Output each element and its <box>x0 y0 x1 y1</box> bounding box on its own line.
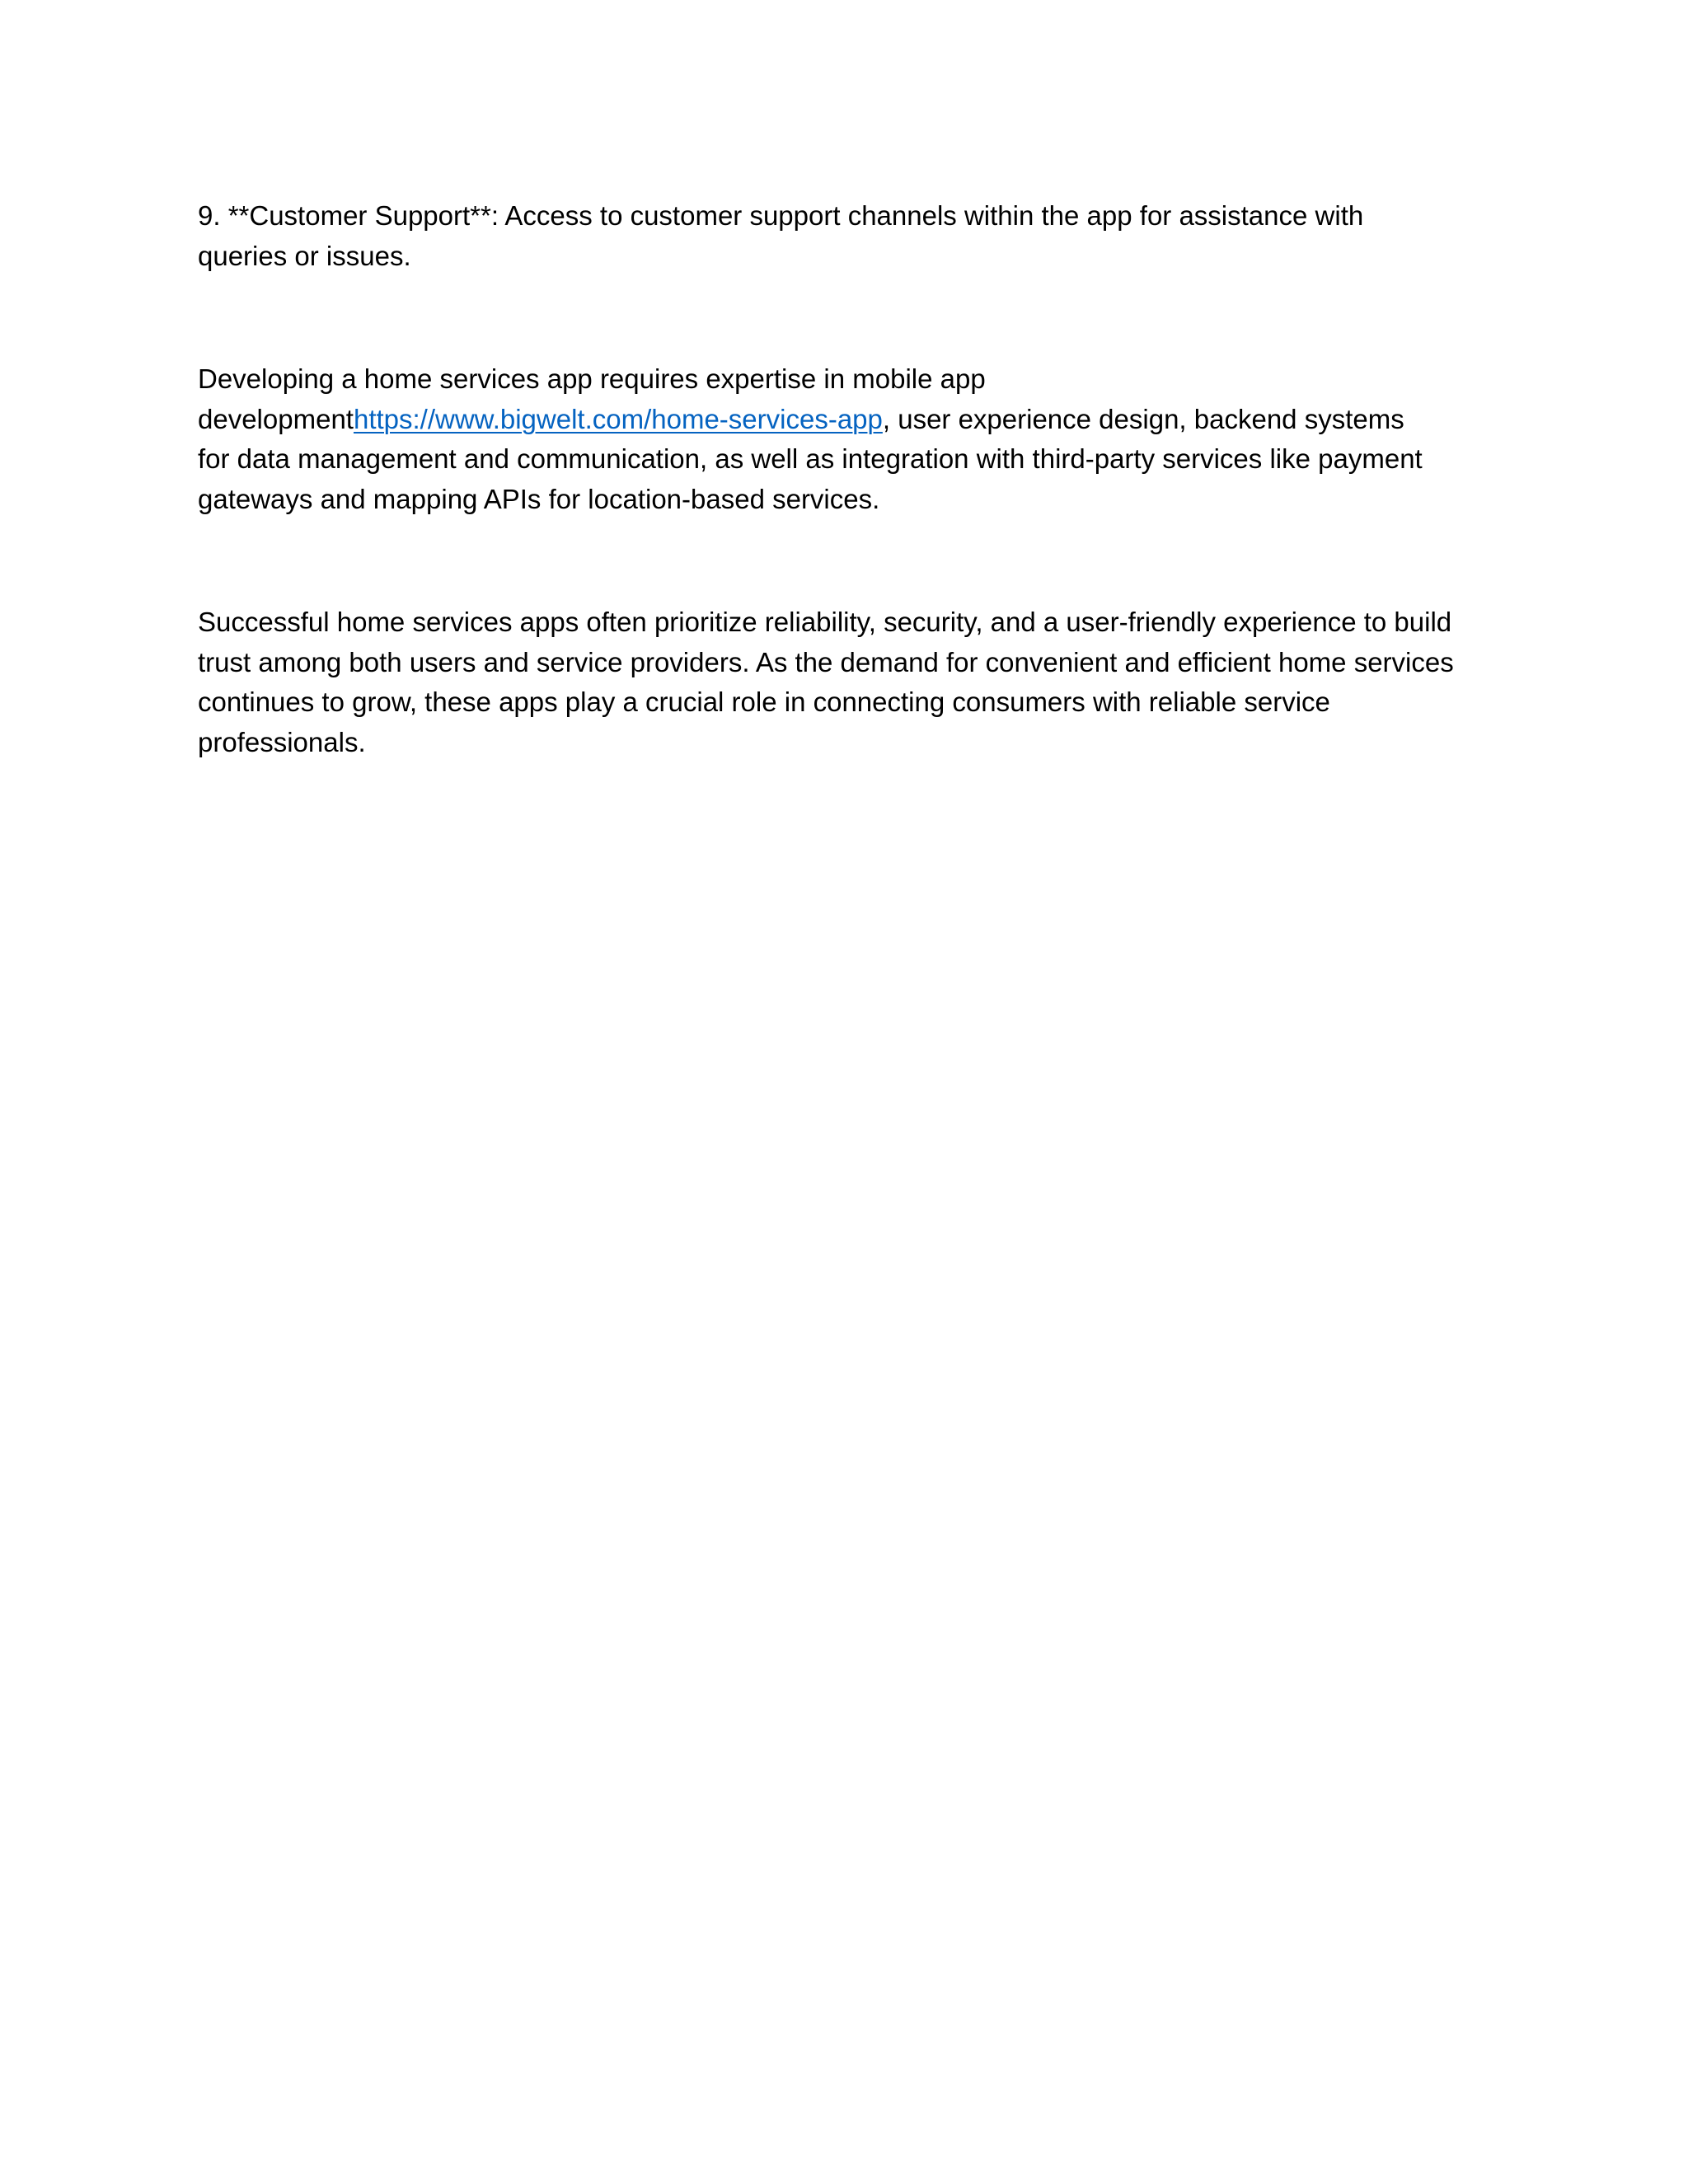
paragraph-development <box>198 359 1500 519</box>
text-line: Developing a home services app requires expertise in mobile app <box>198 363 986 394</box>
text-segment: , user experience design, backend systems <box>882 403 1404 434</box>
text-line: professionals. <box>198 726 366 757</box>
text-line: for data management and communication, as well as integration with third-party services like payment <box>198 443 1423 474</box>
text-line: 9. **Customer Support**: Access to customer support channels within the app for assistance with <box>198 200 1364 231</box>
bigwelt-link[interactable]: https://www.bigwelt.com/home-services-app <box>353 403 883 434</box>
text-segment: development <box>198 403 354 434</box>
paragraph-conclusion <box>198 602 1500 762</box>
text-line: queries or issues. <box>198 240 411 271</box>
text-line: continues to grow, these apps play a crucial role in connecting consumers with reliable service <box>198 687 1330 717</box>
text-line-with-link <box>198 400 1500 440</box>
text-line: trust among both users and service providers. As the demand for convenient and efficient home services <box>198 646 1454 677</box>
document-body <box>198 196 1500 762</box>
text-line: Successful home services apps often prioritize reliability, security, and a user-friendly experience to build <box>198 607 1452 637</box>
paragraph-customer-support <box>198 196 1500 276</box>
text-line: gateways and mapping APIs for location-based services. <box>198 483 880 514</box>
